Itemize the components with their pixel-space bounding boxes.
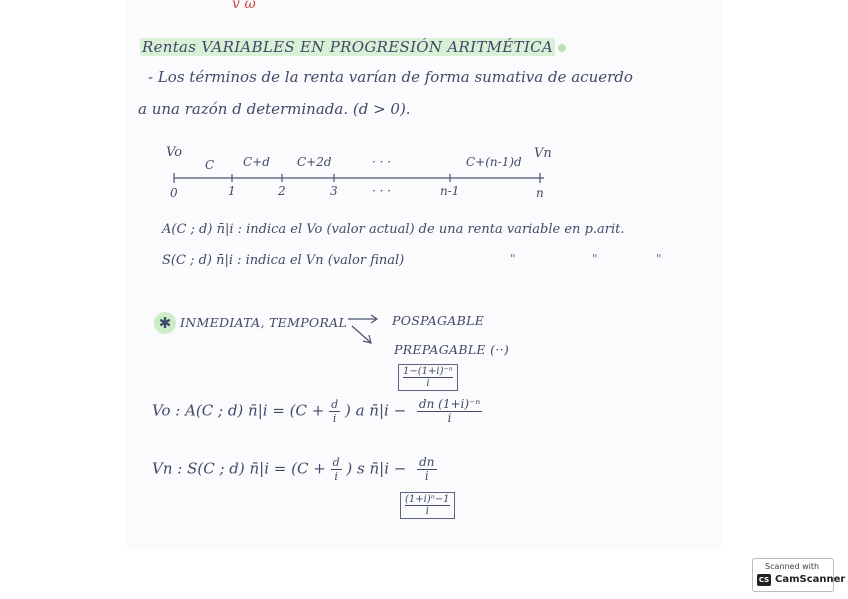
annuity-factor-box — [398, 364, 458, 391]
timeline-tick-label: 2 — [278, 184, 286, 198]
definition-a: A(C ; d) n̄|i : indica el Vo (valor actual) de una renta variable en p.arit. — [162, 222, 625, 237]
fraction-denominator: i — [424, 469, 429, 483]
camscanner-logo-icon: CS — [758, 576, 770, 584]
fraction-numerator: d — [332, 456, 340, 469]
intro-line-2: a una razón d determinada. (d > 0). — [138, 100, 411, 118]
fraction-denominator: i — [332, 412, 337, 425]
ditto-mark: " — [510, 252, 516, 266]
fraction-numerator: d — [331, 398, 339, 411]
box-numerator: 1−(1+i)⁻ⁿ — [403, 366, 453, 377]
watermark-caption: Scanned with — [765, 562, 820, 571]
timeline-term: · · · — [372, 155, 392, 169]
star-icon: ✱ — [154, 312, 176, 334]
formula-v0-lhs: Vo : A(C ; d) n̄|i = (C + — [152, 401, 325, 420]
fraction-denominator: i — [447, 411, 452, 425]
formula-vn-lhs: Vn : S(C ; d) n̄|i = (C + — [152, 459, 326, 478]
intro-line-1: - Los términos de la renta varían de forma sumativa de acuerdo — [148, 68, 633, 86]
timeline-term: C+(n-1)d — [466, 155, 522, 169]
formula-vn-mid: ) s n̄|i − — [346, 459, 407, 478]
header-fragment: v ω — [232, 0, 256, 12]
highlight-mark — [558, 44, 566, 52]
ditto-mark: " — [592, 252, 598, 266]
fraction-numerator: dn (1+i)⁻ⁿ — [418, 397, 481, 411]
timeline-tick-label: · · · — [372, 184, 392, 198]
definition-s: S(C ; d) n̄|i : indica el Vn (valor final) — [162, 253, 405, 268]
rhs-fraction — [417, 398, 482, 425]
branch-arrows — [344, 310, 386, 350]
formula-v0 — [152, 398, 482, 425]
timeline-tick-label: 0 — [170, 186, 178, 200]
timeline-axis — [160, 140, 560, 210]
fraction-numerator: dn — [419, 455, 435, 469]
box-numerator: (1+i)ⁿ−1 — [405, 494, 450, 505]
watermark-brand: CamScanner — [775, 574, 846, 585]
rhs-fraction — [417, 456, 436, 483]
title-text: Rentas VARIABLES EN PROGRESIÓN ARITMÉTICA — [142, 38, 553, 56]
timeline-tick-label: n-1 — [440, 184, 460, 198]
pospagable-label: POSPAGABLE — [392, 313, 485, 328]
formula-vn — [152, 456, 437, 483]
page-title — [140, 38, 566, 56]
timeline-tick-label: n — [536, 186, 544, 200]
timeline-term: C — [205, 158, 215, 172]
timeline-v0-label: Vo — [166, 145, 183, 160]
box-denominator: i — [425, 506, 429, 517]
box-denominator: i — [426, 378, 430, 389]
camscanner-watermark — [752, 558, 846, 592]
classification-label: INMEDIATA, TEMPORAL — [180, 315, 348, 330]
ditto-mark: " — [656, 252, 662, 266]
fraction-denominator: i — [334, 470, 338, 483]
timeline-tick-label: 3 — [330, 184, 338, 198]
d-over-i-fraction — [331, 456, 342, 483]
timeline-term: C+2d — [297, 155, 332, 169]
timeline-tick-label: 1 — [228, 184, 236, 198]
prepagable-label: PREPAGABLE (··) — [394, 342, 510, 357]
timeline-term: C+d — [243, 155, 270, 169]
accumulation-factor-box — [400, 492, 455, 519]
formula-v0-mid: ) a n̄|i − — [344, 401, 407, 420]
timeline-vn-label: Vn — [534, 146, 552, 161]
d-over-i-fraction — [329, 398, 340, 425]
